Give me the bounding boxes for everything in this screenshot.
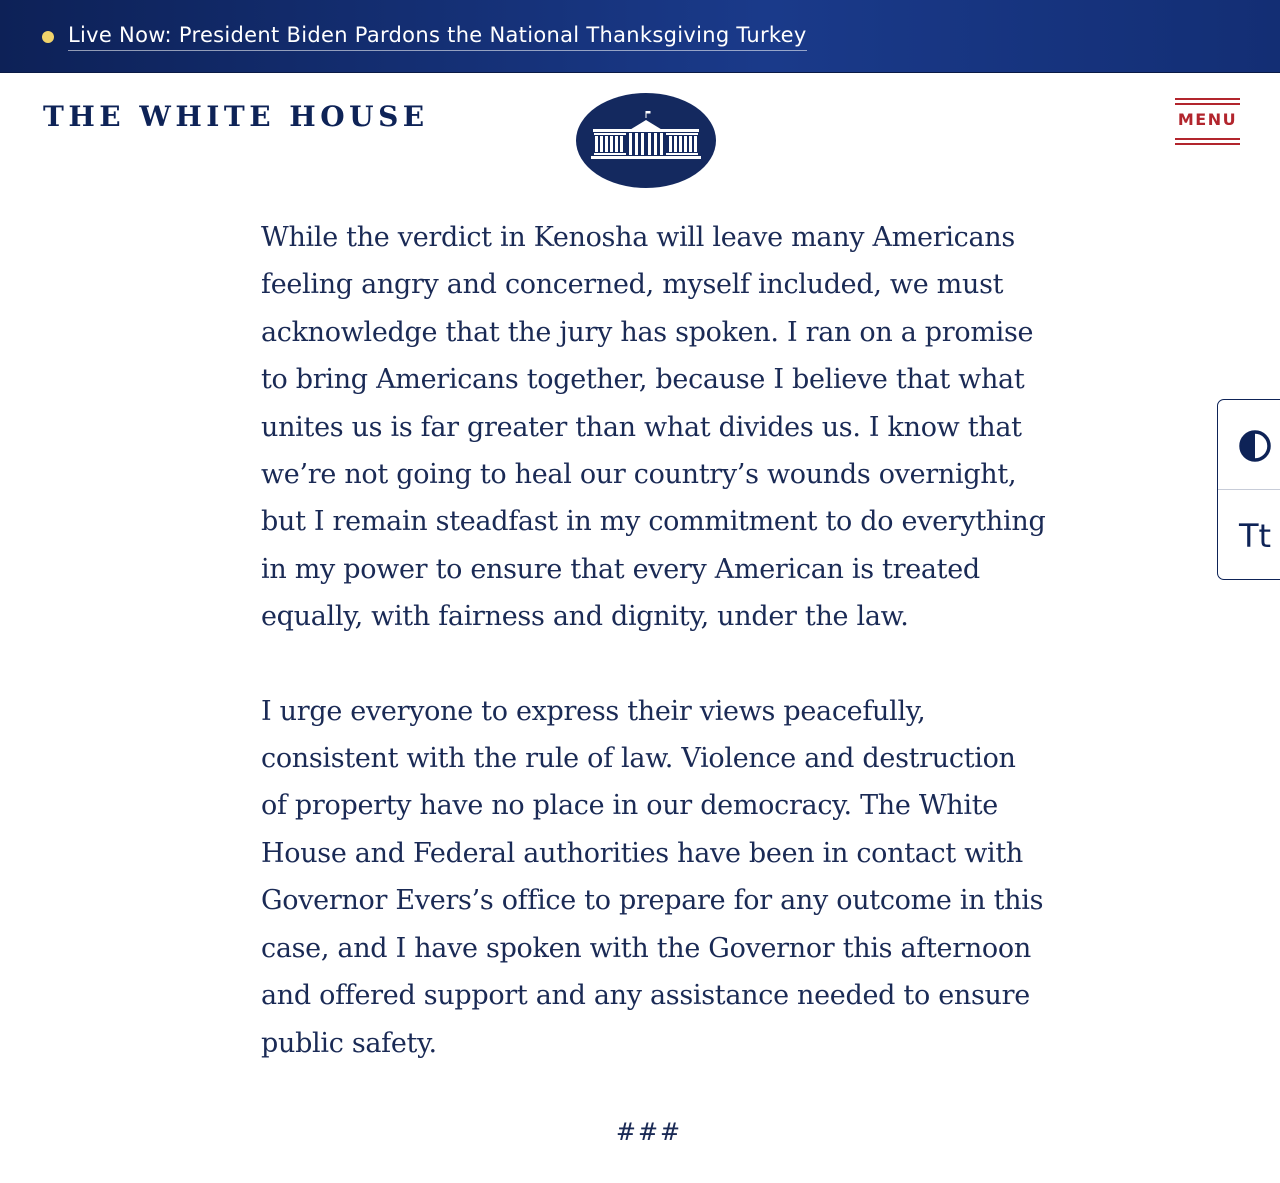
live-indicator-dot	[42, 31, 54, 43]
live-banner	[0, 0, 1280, 73]
contrast-icon	[1218, 400, 1280, 489]
article-body	[261, 214, 1051, 1114]
text-size-button[interactable]	[1218, 490, 1280, 579]
white-house-seal-icon[interactable]	[576, 93, 716, 188]
text-size-glyph: Tt	[1239, 517, 1272, 555]
article-paragraph: While the verdict in Kenosha will leave many Americans feeling angry and concerned, myself included, we must acknowledge that the jury has spoken. I ran on a promise to bring Americans together, because I believe that what unites us is far greater than what divides us. I know that we’re not going to heal our country’s wounds overnight, but I remain steadfast in my commitment to do everything in my power to ensure that every American is treated equally, with fairness and dignity, under the law.	[261, 222, 1046, 633]
contrast-toggle-button[interactable]	[1218, 400, 1280, 489]
accessibility-panel	[1217, 399, 1280, 580]
article-end-mark: ###	[615, 1118, 683, 1146]
article-paragraph: I urge everyone to express their views peacefully, consistent with the rule of law. Violence and destruction of property have no place in our democracy. The White House and Federal authorities have been in contact with Governor Evers’s office to prepare for any outcome in this case, and I have spoken with the Governor this afternoon and offered support and any assistance needed to ensure public safety.	[261, 695, 1044, 1059]
menu-line-bottom	[1175, 143, 1240, 145]
menu-line-bottom-inner	[1175, 138, 1240, 140]
live-now-link[interactable]: Live Now: President Biden Pardons the National Thanksgiving Turkey	[68, 20, 807, 51]
text-size-icon	[1218, 490, 1280, 579]
menu-line-top	[1175, 98, 1240, 100]
menu-line-top-inner	[1175, 103, 1240, 105]
site-title[interactable]: THE WHITE HOUSE	[43, 100, 429, 133]
menu-label: MENU	[1177, 110, 1238, 129]
menu-button[interactable]	[1175, 98, 1240, 146]
